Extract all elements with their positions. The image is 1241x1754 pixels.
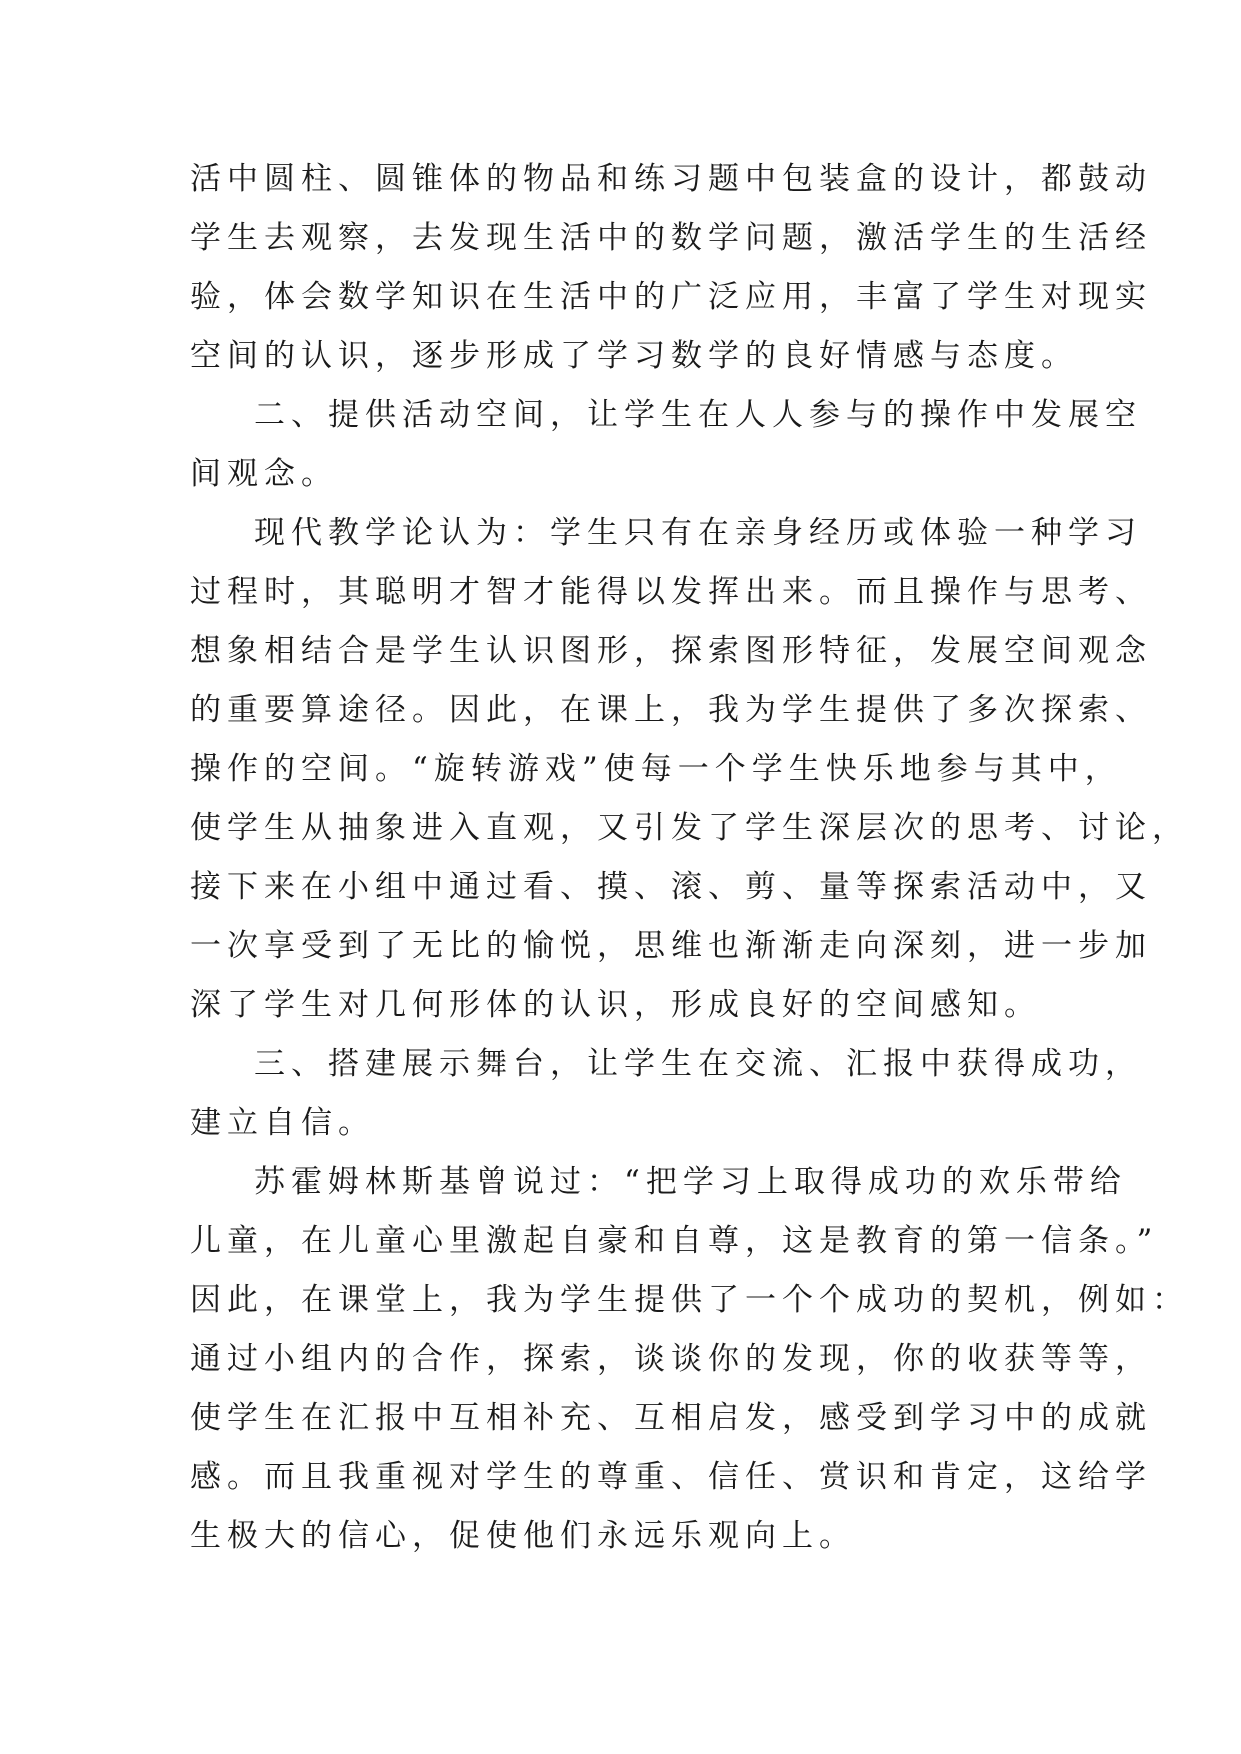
text-line: 通过小组内的合作，探索，谈谈你的发现，你的收获等等， (190, 1341, 1152, 1377)
section-heading-line: 间观念。 (190, 456, 338, 492)
text-line: 空间的认识，逐步形成了学习数学的良好情感与态度。 (190, 338, 1078, 374)
text-line: 学生去观察，去发现生活中的数学问题，激活学生的生活经 (190, 220, 1152, 256)
text-line: 操作的空间。“旋转游戏”使每一个学生快乐地参与其中， (190, 751, 1122, 787)
document-page (190, 150, 1189, 1566)
text-line: 想象相结合是学生认识图形，探索图形特征，发展空间观念 (190, 633, 1152, 669)
section-heading-line: 建立自信。 (190, 1105, 375, 1141)
text-line: 使学生从抽象进入直观，又引发了学生深层次的思考、讨论， (190, 810, 1189, 846)
text-line: 过程时，其聪明才智才能得以发挥出来。而且操作与思考、 (190, 574, 1152, 610)
text-line: 活中圆柱、圆锥体的物品和练习题中包装盒的设计，都鼓动 (190, 161, 1152, 197)
text-line: 苏霍姆林斯基曾说过：“把学习上取得成功的欢乐带给 (254, 1164, 1127, 1200)
text-line: 深了学生对几何形体的认识，形成良好的空间感知。 (190, 987, 1041, 1023)
text-line: 使学生在汇报中互相补充、互相启发，感受到学习中的成就 (190, 1400, 1152, 1436)
text-line: 生极大的信心，促使他们永远乐观向上。 (190, 1518, 856, 1554)
section-heading-line: 二、提供活动空间，让学生在人人参与的操作中发展空 (254, 397, 1142, 433)
text-line: 现代教学论认为：学生只有在亲身经历或体验一种学习 (254, 515, 1142, 551)
text-line: 一次享受到了无比的愉悦，思维也渐渐走向深刻，进一步加 (190, 928, 1152, 964)
text-line: 接下来在小组中通过看、摸、滚、剪、量等探索活动中，又 (190, 869, 1152, 905)
section-heading-line: 三、搭建展示舞台，让学生在交流、汇报中获得成功， (254, 1046, 1142, 1082)
text-line: 的重要算途径。因此，在课上，我为学生提供了多次探索、 (190, 692, 1152, 728)
text-line: 感。而且我重视对学生的尊重、信任、赏识和肯定，这给学 (190, 1459, 1152, 1495)
text-line: 因此，在课堂上，我为学生提供了一个个成功的契机，例如： (190, 1282, 1189, 1318)
text-line: 验，体会数学知识在生活中的广泛应用，丰富了学生对现实 (190, 279, 1152, 315)
text-line: 儿童，在儿童心里激起自豪和自尊，这是教育的第一信条。” (190, 1223, 1159, 1259)
